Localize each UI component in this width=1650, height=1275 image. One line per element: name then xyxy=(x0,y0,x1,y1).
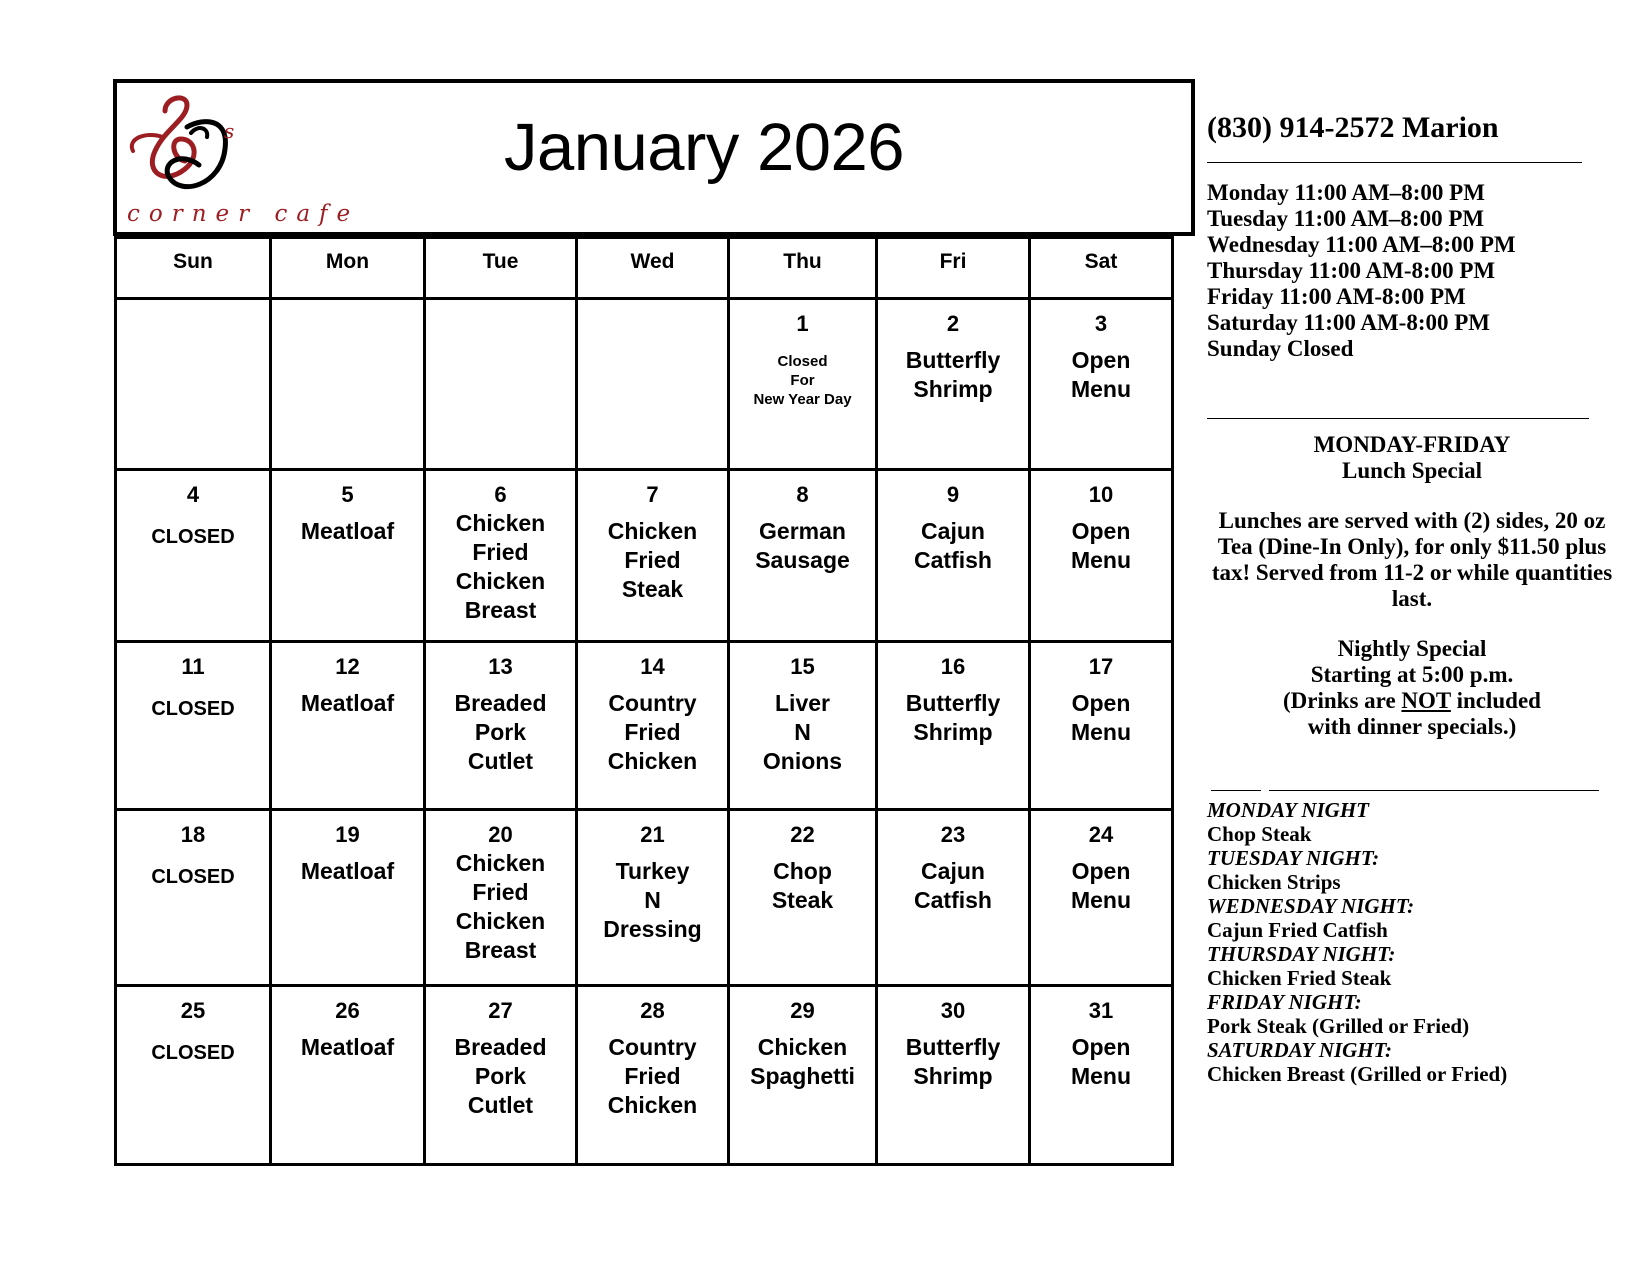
day-number: 26 xyxy=(335,998,360,1023)
calendar-day-cell xyxy=(116,299,271,470)
calendar-day-cell xyxy=(1030,470,1173,642)
night-meal: Chop Steak xyxy=(1207,822,1312,846)
phone-location: (830) 914-2572 Marion xyxy=(1207,111,1499,144)
night-meal: Chicken Breast (Grilled or Fried) xyxy=(1207,1062,1508,1086)
calendar-day-cell xyxy=(425,470,577,642)
page-title: January 2026 xyxy=(503,110,905,185)
calendar-day-cell xyxy=(877,470,1030,642)
nightly-specials-list xyxy=(1207,798,1507,1086)
calendar-day-cell xyxy=(577,810,729,986)
drinks-not-emphasis: NOT xyxy=(1401,688,1451,713)
hours-line: Wednesday 11:00 AM–8:00 PM xyxy=(1207,232,1516,257)
calendar-day-cell xyxy=(425,299,577,470)
calendar-day-cell xyxy=(271,470,425,642)
calendar-day-cell xyxy=(116,642,271,810)
calendar-day-cell xyxy=(116,810,271,986)
hours-line: Monday 11:00 AM–8:00 PM xyxy=(1207,180,1485,205)
logo-text: corner cafe xyxy=(127,201,360,227)
calendar-day-cell xyxy=(577,642,729,810)
night-meal: Chicken Fried Steak xyxy=(1207,966,1392,990)
day-number: 4 xyxy=(186,482,200,507)
weekday-sat: Sat xyxy=(1030,238,1173,299)
day-number: 18 xyxy=(180,822,206,847)
night-meal: Chicken Strips xyxy=(1207,870,1341,894)
night-day-label: SATURDAY NIGHT: xyxy=(1207,1038,1392,1062)
weekday-fri: Fri xyxy=(877,238,1030,299)
calendar-day-cell xyxy=(1030,810,1173,986)
daily-special: Butterfly Shrimp xyxy=(905,347,1001,402)
calendar-day-cell xyxy=(577,986,729,1165)
weekday-mon: Mon xyxy=(271,238,425,299)
daily-special: Chicken Spaghetti xyxy=(750,1034,855,1089)
day-number: 2 xyxy=(946,311,960,336)
night-day-label: THURSDAY NIGHT: xyxy=(1207,942,1396,966)
night-meal: Cajun Fried Catfish xyxy=(1207,918,1388,942)
calendar-day-cell xyxy=(271,810,425,986)
calendar-day-cell xyxy=(877,810,1030,986)
lunch-heading: MONDAY-FRIDAY xyxy=(1313,432,1511,457)
week-row xyxy=(116,299,1173,470)
calendar-day-cell xyxy=(729,986,877,1165)
day-number: 10 xyxy=(1088,482,1114,507)
calendar-day-cell xyxy=(1030,986,1173,1165)
daily-special: Chop Steak xyxy=(771,858,834,913)
day-number: 3 xyxy=(1094,311,1108,336)
calendar-day-cell xyxy=(1030,642,1173,810)
calendar-day-cell xyxy=(425,986,577,1165)
day-number: 15 xyxy=(790,654,815,679)
nightly-heading: Nightly Special xyxy=(1337,636,1487,661)
day-number: 20 xyxy=(488,822,513,847)
day-number: 23 xyxy=(940,822,966,847)
day-number: 31 xyxy=(1088,998,1114,1023)
weekday-sun: Sun xyxy=(116,238,271,299)
night-meal: Pork Steak (Grilled or Fried) xyxy=(1207,1014,1470,1038)
night-day-label: FRIDAY NIGHT: xyxy=(1207,990,1362,1014)
day-number: 14 xyxy=(640,654,665,679)
calendar-day-cell xyxy=(877,986,1030,1165)
daily-special: Chicken Fried Chicken Breast xyxy=(455,850,546,963)
calendar-day-cell xyxy=(271,299,425,470)
calendar-day-cell xyxy=(877,642,1030,810)
day-number: 21 xyxy=(640,822,665,847)
daily-special: CLOSED xyxy=(151,526,235,548)
day-number: 22 xyxy=(790,822,815,847)
daily-special: Open Menu xyxy=(1070,1034,1132,1089)
lunch-subheading: Lunch Special xyxy=(1342,458,1482,483)
weekday-thu: Thu xyxy=(729,238,877,299)
calendar-day-cell xyxy=(425,642,577,810)
day-number: 13 xyxy=(488,654,513,679)
day-number: 24 xyxy=(1088,822,1114,847)
daily-special: Meatloaf xyxy=(300,690,395,716)
daily-special: CLOSED xyxy=(151,698,235,720)
weekday-wed: Wed xyxy=(577,238,729,299)
daily-special: Cajun Catfish xyxy=(914,858,992,913)
day-number: 9 xyxy=(946,482,960,507)
week-row xyxy=(116,986,1173,1165)
calendar-day-cell xyxy=(116,470,271,642)
day-number: 29 xyxy=(790,998,815,1023)
week-row xyxy=(116,470,1173,642)
daily-special: CLOSED xyxy=(151,1042,235,1064)
daily-special: Open Menu xyxy=(1070,518,1132,573)
daily-special: Closed For New Year Day xyxy=(753,353,852,408)
divider xyxy=(1207,162,1582,163)
calendar-day-cell xyxy=(271,642,425,810)
specials-section xyxy=(1207,432,1617,740)
calendar-day-cell xyxy=(729,810,877,986)
day-number: 5 xyxy=(341,482,354,507)
daily-special: German Sausage xyxy=(755,518,850,573)
weekday-header-row xyxy=(116,238,1173,299)
lunch-description: Lunches are served with (2) sides, 20 oz Tea (Dine-In Only), for only $11.50 plus tax! Served from 11-2 or while quantities last. xyxy=(1211,508,1613,611)
night-day-label: WEDNESDAY NIGHT: xyxy=(1207,894,1415,918)
hours-line: Tuesday 11:00 AM–8:00 PM xyxy=(1207,206,1485,231)
daily-special: Butterfly Shrimp xyxy=(905,690,1001,745)
day-number: 30 xyxy=(940,998,966,1023)
daily-special: Breaded Pork Cutlet xyxy=(454,690,547,774)
calendar-day-cell xyxy=(877,299,1030,470)
nightly-start-time: Starting at 5:00 p.m. xyxy=(1310,662,1514,687)
calendar-header xyxy=(113,79,1195,236)
calendar-day-cell xyxy=(577,470,729,642)
day-number: 6 xyxy=(494,482,507,507)
divider xyxy=(1269,790,1599,791)
daily-special: Country Fried Chicken xyxy=(607,1034,698,1118)
day-number: 8 xyxy=(796,482,809,507)
daily-special: Chicken Fried Chicken Breast xyxy=(455,510,546,623)
day-number: 25 xyxy=(180,998,206,1023)
daily-special: Open Menu xyxy=(1070,858,1132,913)
daily-special: Open Menu xyxy=(1070,690,1132,745)
night-day-label: MONDAY NIGHT xyxy=(1207,798,1369,822)
daily-special: Meatloaf xyxy=(300,1034,395,1060)
week-row xyxy=(116,810,1173,986)
calendar-day-cell xyxy=(729,642,877,810)
logo-suffix: s xyxy=(224,119,235,143)
calendar-day-cell xyxy=(577,299,729,470)
daily-special: CLOSED xyxy=(151,866,235,888)
drinks-note: (Drinks are NOT included with dinner specials.) xyxy=(1283,688,1541,739)
day-number: 12 xyxy=(335,654,360,679)
day-number: 27 xyxy=(488,998,513,1023)
day-number: 11 xyxy=(181,654,205,679)
weekday-tue: Tue xyxy=(425,238,577,299)
hours-line: Sunday Closed xyxy=(1207,336,1354,361)
day-number: 17 xyxy=(1088,654,1114,679)
calendar-day-cell xyxy=(729,299,877,470)
business-hours xyxy=(1207,180,1516,362)
calendar-day-cell xyxy=(729,470,877,642)
day-number: 19 xyxy=(335,822,360,847)
divider xyxy=(1207,418,1589,419)
sidebar xyxy=(1207,110,1617,1086)
daily-special: Meatloaf xyxy=(300,858,395,884)
day-number: 7 xyxy=(646,482,659,507)
daily-special: Cajun Catfish xyxy=(914,518,992,573)
daily-special: Country Fried Chicken xyxy=(607,690,698,774)
night-day-label: TUESDAY NIGHT: xyxy=(1207,846,1380,870)
hours-line: Saturday 11:00 AM-8:00 PM xyxy=(1207,310,1491,335)
calendar-day-cell xyxy=(1030,299,1173,470)
daily-special: Breaded Pork Cutlet xyxy=(454,1034,547,1118)
day-number: 16 xyxy=(940,654,966,679)
calendar-day-cell xyxy=(271,986,425,1165)
calendar-day-cell xyxy=(116,986,271,1165)
day-number: 28 xyxy=(640,998,665,1023)
daily-special: Butterfly Shrimp xyxy=(905,1034,1001,1089)
calendar-day-cell xyxy=(425,810,577,986)
daily-special: Chicken Fried Steak xyxy=(607,518,698,602)
hours-line: Thursday 11:00 AM-8:00 PM xyxy=(1207,258,1496,283)
calendar-grid xyxy=(114,236,1174,1166)
daily-special: Meatloaf xyxy=(300,518,395,544)
day-number: 1 xyxy=(796,311,809,336)
daily-special: Liver N Onions xyxy=(762,690,843,774)
daily-special: Turkey N Dressing xyxy=(603,858,702,942)
daily-special: Open Menu xyxy=(1070,347,1132,402)
week-row xyxy=(116,642,1173,810)
divider xyxy=(1211,790,1261,791)
hours-line: Friday 11:00 AM-8:00 PM xyxy=(1207,284,1466,309)
